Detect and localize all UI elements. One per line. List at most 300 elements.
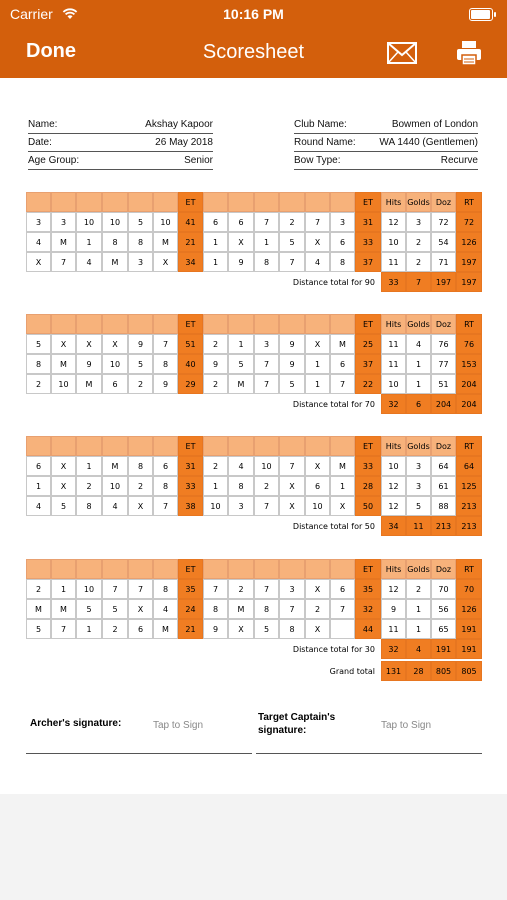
hits-cell[interactable]: 12: [381, 579, 406, 599]
score-cell[interactable]: 5: [128, 212, 153, 232]
score-cell[interactable]: 7: [254, 212, 279, 232]
dozen-cell[interactable]: 72: [431, 212, 456, 232]
score-cell[interactable]: 5: [254, 619, 279, 639]
end-total-cell[interactable]: 33: [178, 476, 203, 496]
end-total-cell[interactable]: 31: [355, 212, 381, 232]
header-cell: [51, 559, 76, 579]
score-cell[interactable]: 4: [26, 232, 51, 252]
golds-cell[interactable]: 4: [406, 334, 431, 354]
score-cell[interactable]: 9: [153, 374, 178, 394]
header-et: ET: [355, 192, 381, 212]
score-cell[interactable]: 7: [279, 252, 305, 272]
round-row: [294, 134, 478, 152]
clock: 10:16 PM: [223, 6, 284, 22]
score-cell[interactable]: X: [279, 496, 305, 516]
score-cell[interactable]: 10: [102, 476, 128, 496]
dozen-cell[interactable]: 61: [431, 476, 456, 496]
score-cell[interactable]: 2: [254, 476, 279, 496]
distance-total-rt[interactable]: 197: [456, 272, 482, 292]
dozen-cell[interactable]: 51: [431, 374, 456, 394]
score-cell[interactable]: 4: [102, 496, 128, 516]
score-cell[interactable]: 1: [203, 232, 228, 252]
running-total-cell[interactable]: 126: [456, 599, 482, 619]
header-et: ET: [178, 559, 203, 579]
score-cell[interactable]: 5: [26, 619, 51, 639]
score-cell[interactable]: 8: [153, 476, 178, 496]
score-cell[interactable]: 2: [26, 374, 51, 394]
header-doz: Doz: [431, 314, 456, 334]
score-cell[interactable]: 6: [26, 456, 51, 476]
end-total-cell[interactable]: 51: [178, 334, 203, 354]
score-cell[interactable]: 9: [279, 354, 305, 374]
running-total-cell[interactable]: 126: [456, 232, 482, 252]
score-cell[interactable]: 6: [305, 476, 330, 496]
name-value: Akshay Kapoor: [145, 119, 213, 130]
golds-cell[interactable]: 2: [406, 232, 431, 252]
score-cell[interactable]: 3: [279, 579, 305, 599]
score-cell[interactable]: 6: [128, 619, 153, 639]
score-cell[interactable]: 4: [153, 599, 178, 619]
end-total-cell[interactable]: 31: [178, 456, 203, 476]
header-cell: [305, 314, 330, 334]
score-cell[interactable]: 2: [26, 579, 51, 599]
running-total-cell[interactable]: 76: [456, 334, 482, 354]
distance-total-rt[interactable]: 191: [456, 639, 482, 659]
dozen-cell[interactable]: 56: [431, 599, 456, 619]
score-cell[interactable]: 9: [279, 334, 305, 354]
score-cell[interactable]: 9: [203, 354, 228, 374]
distance-total-hits[interactable]: 6: [406, 394, 431, 414]
score-cell[interactable]: 7: [305, 212, 330, 232]
distance-total-et[interactable]: 33: [381, 272, 406, 292]
header-cell: [26, 559, 51, 579]
header-cell: [330, 192, 355, 212]
score-cell[interactable]: 5: [76, 599, 102, 619]
score-cell[interactable]: M: [102, 252, 128, 272]
score-cell[interactable]: 3: [228, 496, 254, 516]
score-cell[interactable]: 8: [153, 579, 178, 599]
score-cell[interactable]: 7: [203, 579, 228, 599]
golds-cell[interactable]: 2: [406, 252, 431, 272]
end-total-cell[interactable]: 40: [178, 354, 203, 374]
score-cell[interactable]: 6: [330, 354, 355, 374]
hits-cell[interactable]: 11: [381, 354, 406, 374]
score-cell[interactable]: 7: [254, 374, 279, 394]
score-cell[interactable]: 10: [203, 496, 228, 516]
captain-signature-line: [256, 753, 482, 754]
score-cell[interactable]: M: [51, 599, 76, 619]
score-cell[interactable]: 8: [76, 496, 102, 516]
score-cell[interactable]: M: [153, 619, 178, 639]
hits-cell[interactable]: 9: [381, 599, 406, 619]
score-cell[interactable]: X: [305, 619, 330, 639]
score-cell[interactable]: 1: [203, 476, 228, 496]
score-cell[interactable]: 3: [51, 212, 76, 232]
running-total-cell[interactable]: 191: [456, 619, 482, 639]
score-cell[interactable]: 1: [228, 334, 254, 354]
score-cell[interactable]: 8: [330, 252, 355, 272]
score-cell[interactable]: 5: [279, 374, 305, 394]
score-cell[interactable]: 6: [330, 232, 355, 252]
header-cell: [102, 559, 128, 579]
end-total-cell[interactable]: 37: [355, 354, 381, 374]
header-cell: [254, 192, 279, 212]
score-cell[interactable]: M: [51, 354, 76, 374]
running-total-cell[interactable]: 153: [456, 354, 482, 374]
score-cell[interactable]: X: [153, 252, 178, 272]
score-cell[interactable]: 1: [76, 619, 102, 639]
mail-icon[interactable]: [387, 42, 417, 64]
score-cell[interactable]: X: [305, 456, 330, 476]
bow-type-row: [294, 152, 478, 170]
score-cell[interactable]: 3: [330, 212, 355, 232]
signature-section: [26, 696, 482, 754]
header-hits: Hits: [381, 436, 406, 456]
running-total-cell[interactable]: 72: [456, 212, 482, 232]
end-total-cell[interactable]: 35: [355, 579, 381, 599]
score-cell[interactable]: 6: [102, 374, 128, 394]
header-cell: [203, 559, 228, 579]
end-total-cell[interactable]: 22: [355, 374, 381, 394]
score-cell[interactable]: 1: [76, 232, 102, 252]
score-cell[interactable]: X: [228, 619, 254, 639]
end-total-cell[interactable]: 33: [355, 232, 381, 252]
score-cell[interactable]: 5: [102, 599, 128, 619]
score-cell[interactable]: 5: [51, 496, 76, 516]
score-cell[interactable]: 7: [254, 579, 279, 599]
header-cell: [228, 436, 254, 456]
header-cell: [102, 192, 128, 212]
header-et: ET: [355, 559, 381, 579]
score-cell[interactable]: M: [51, 232, 76, 252]
score-cell[interactable]: X: [102, 334, 128, 354]
battery-icon: [469, 8, 493, 21]
golds-cell[interactable]: 1: [406, 374, 431, 394]
end-total-cell[interactable]: 28: [355, 476, 381, 496]
captain-tap-to-sign[interactable]: Tap to Sign: [381, 720, 432, 731]
score-cell[interactable]: 7: [153, 496, 178, 516]
hits-cell[interactable]: 11: [381, 619, 406, 639]
header-cell: [153, 192, 178, 212]
score-cell[interactable]: 8: [128, 232, 153, 252]
distance-total-rt[interactable]: 204: [456, 394, 482, 414]
distance-total-golds[interactable]: 213: [431, 516, 456, 536]
score-cell[interactable]: 5: [228, 354, 254, 374]
score-cell[interactable]: M: [228, 599, 254, 619]
age-group-label: Age Group:: [28, 155, 80, 166]
score-cell[interactable]: 8: [102, 232, 128, 252]
golds-cell[interactable]: 3: [406, 456, 431, 476]
archer-tap-to-sign[interactable]: Tap to Sign: [153, 720, 204, 731]
score-cell[interactable]: 9: [203, 619, 228, 639]
score-cell[interactable]: X: [76, 334, 102, 354]
header-cell: [228, 192, 254, 212]
score-cell[interactable]: 8: [153, 354, 178, 374]
running-total-cell[interactable]: 64: [456, 456, 482, 476]
score-cell[interactable]: 2: [128, 476, 153, 496]
distance-total-golds[interactable]: 204: [431, 394, 456, 414]
distance-total-et[interactable]: 34: [381, 516, 406, 536]
score-cell[interactable]: 5: [26, 334, 51, 354]
header-golds: Golds: [406, 314, 431, 334]
score-cell[interactable]: M: [26, 599, 51, 619]
dozen-cell[interactable]: 65: [431, 619, 456, 639]
running-total-cell[interactable]: 70: [456, 579, 482, 599]
end-total-cell[interactable]: 32: [355, 599, 381, 619]
header-rt: RT: [456, 559, 482, 579]
score-cell[interactable]: 1: [51, 579, 76, 599]
header-cell: [26, 314, 51, 334]
end-total-cell[interactable]: 41: [178, 212, 203, 232]
end-total-cell[interactable]: 34: [178, 252, 203, 272]
header-golds: Golds: [406, 559, 431, 579]
dozen-cell[interactable]: 76: [431, 334, 456, 354]
score-cell[interactable]: 7: [330, 599, 355, 619]
score-cell[interactable]: M: [330, 334, 355, 354]
score-cell[interactable]: 3: [128, 252, 153, 272]
dozen-cell[interactable]: 64: [431, 456, 456, 476]
end-total-cell[interactable]: 38: [178, 496, 203, 516]
golds-cell[interactable]: 3: [406, 212, 431, 232]
score-cell[interactable]: 1: [26, 476, 51, 496]
score-cell[interactable]: 1: [305, 374, 330, 394]
score-cell[interactable]: 2: [203, 334, 228, 354]
header-cell: [279, 314, 305, 334]
hits-cell[interactable]: 12: [381, 212, 406, 232]
golds-cell[interactable]: 3: [406, 476, 431, 496]
golds-cell[interactable]: 2: [406, 579, 431, 599]
score-cell[interactable]: 9: [128, 334, 153, 354]
score-cell[interactable]: [330, 619, 355, 639]
score-cell[interactable]: 7: [51, 252, 76, 272]
score-cell[interactable]: 8: [254, 599, 279, 619]
score-cell[interactable]: 7: [153, 334, 178, 354]
hits-cell[interactable]: 12: [381, 496, 406, 516]
score-cell[interactable]: 10: [254, 456, 279, 476]
hits-cell[interactable]: 10: [381, 456, 406, 476]
score-cell[interactable]: 10: [51, 374, 76, 394]
score-cell[interactable]: X: [305, 334, 330, 354]
header-et: ET: [178, 192, 203, 212]
score-cell[interactable]: 7: [128, 579, 153, 599]
golds-cell[interactable]: 1: [406, 354, 431, 374]
running-total-cell[interactable]: 197: [456, 252, 482, 272]
header-golds: Golds: [406, 436, 431, 456]
navigation-bar: [0, 34, 507, 74]
score-cell[interactable]: 7: [279, 599, 305, 619]
bow-type-value: Recurve: [440, 155, 478, 166]
score-cell[interactable]: 6: [228, 212, 254, 232]
distance-total-label: Distance total for 90: [292, 278, 375, 287]
score-cell[interactable]: M: [330, 456, 355, 476]
round-value: WA 1440 (Gentlemen): [379, 137, 478, 148]
hits-cell[interactable]: 10: [381, 232, 406, 252]
score-cell[interactable]: 1: [76, 456, 102, 476]
score-cell[interactable]: 10: [305, 496, 330, 516]
score-cell[interactable]: 2: [128, 374, 153, 394]
score-cell[interactable]: 1: [254, 232, 279, 252]
score-cell[interactable]: 9: [76, 354, 102, 374]
score-cell[interactable]: 7: [254, 496, 279, 516]
hits-cell[interactable]: 11: [381, 334, 406, 354]
header-cell: [228, 559, 254, 579]
score-cell[interactable]: X: [305, 232, 330, 252]
score-cell[interactable]: X: [128, 496, 153, 516]
score-cell[interactable]: 5: [128, 354, 153, 374]
score-cell[interactable]: M: [76, 374, 102, 394]
done-button[interactable]: Done: [26, 40, 76, 62]
score-cell[interactable]: 7: [279, 456, 305, 476]
score-cell[interactable]: 1: [203, 252, 228, 272]
grand-total-hits[interactable]: 28: [406, 661, 431, 681]
score-cell[interactable]: 8: [128, 456, 153, 476]
dozen-cell[interactable]: 88: [431, 496, 456, 516]
header-cell: [128, 314, 153, 334]
grand-total-et[interactable]: 131: [381, 661, 406, 681]
end-total-cell[interactable]: 33: [355, 456, 381, 476]
score-cell[interactable]: 7: [51, 619, 76, 639]
score-cell[interactable]: 8: [228, 476, 254, 496]
header-cell: [76, 192, 102, 212]
header-cell: [76, 436, 102, 456]
score-cell[interactable]: X: [228, 232, 254, 252]
header-cell: [279, 436, 305, 456]
score-cell[interactable]: 2: [203, 374, 228, 394]
grand-total-golds[interactable]: 805: [431, 661, 456, 681]
distance-total-et[interactable]: 32: [381, 394, 406, 414]
score-cell[interactable]: 1: [330, 476, 355, 496]
page-title: Scoresheet: [202, 41, 305, 63]
end-total-cell[interactable]: 35: [178, 579, 203, 599]
score-cell[interactable]: 2: [228, 579, 254, 599]
distance-total-rt[interactable]: 213: [456, 516, 482, 536]
distance-total-label: Distance total for 70: [292, 400, 375, 409]
hits-cell[interactable]: 12: [381, 476, 406, 496]
running-total-cell[interactable]: 125: [456, 476, 482, 496]
score-cell[interactable]: X: [128, 599, 153, 619]
score-cell[interactable]: X: [51, 456, 76, 476]
score-cell[interactable]: M: [102, 456, 128, 476]
score-cell[interactable]: 2: [102, 619, 128, 639]
score-cell[interactable]: 10: [102, 212, 128, 232]
score-cell[interactable]: 10: [76, 579, 102, 599]
hits-cell[interactable]: 11: [381, 252, 406, 272]
score-cell[interactable]: X: [330, 496, 355, 516]
score-cell[interactable]: 7: [330, 374, 355, 394]
score-cell[interactable]: 4: [305, 252, 330, 272]
running-total-cell[interactable]: 213: [456, 496, 482, 516]
score-cell[interactable]: 3: [254, 334, 279, 354]
round-label: Round Name:: [294, 137, 356, 148]
distance-total-golds[interactable]: 197: [431, 272, 456, 292]
header-hits: Hits: [381, 559, 406, 579]
header-cell: [305, 192, 330, 212]
score-cell[interactable]: 6: [203, 212, 228, 232]
header-cell: [330, 314, 355, 334]
distance-total-golds[interactable]: 191: [431, 639, 456, 659]
distance-total-label: Distance total for 50: [292, 522, 375, 531]
header-cell: [203, 192, 228, 212]
score-cell[interactable]: 2: [76, 476, 102, 496]
distance-total-hits[interactable]: 11: [406, 516, 431, 536]
end-total-cell[interactable]: 21: [178, 232, 203, 252]
score-cell[interactable]: 8: [254, 252, 279, 272]
golds-cell[interactable]: 1: [406, 599, 431, 619]
end-total-cell[interactable]: 21: [178, 619, 203, 639]
name-row: [28, 116, 213, 134]
score-cell[interactable]: 9: [228, 252, 254, 272]
score-cell[interactable]: 6: [153, 456, 178, 476]
header-doz: Doz: [431, 192, 456, 212]
header-cell: [254, 314, 279, 334]
date-row: [28, 134, 213, 152]
dozen-cell[interactable]: 71: [431, 252, 456, 272]
header-cell: [279, 559, 305, 579]
hits-cell[interactable]: 10: [381, 374, 406, 394]
dozen-cell[interactable]: 70: [431, 579, 456, 599]
header-et: ET: [178, 314, 203, 334]
score-cell[interactable]: 1: [305, 354, 330, 374]
running-total-cell[interactable]: 204: [456, 374, 482, 394]
score-cell[interactable]: 7: [102, 579, 128, 599]
score-cell[interactable]: 6: [330, 579, 355, 599]
golds-cell[interactable]: 1: [406, 619, 431, 639]
score-cell[interactable]: 2: [203, 456, 228, 476]
score-cell[interactable]: 4: [26, 496, 51, 516]
score-cell[interactable]: 8: [203, 599, 228, 619]
score-cell[interactable]: M: [228, 374, 254, 394]
archer-signature-line: [26, 753, 252, 754]
header-cell: [203, 436, 228, 456]
status-bar: [10, 6, 497, 24]
score-cell[interactable]: 7: [254, 354, 279, 374]
score-cell[interactable]: 10: [102, 354, 128, 374]
score-cell[interactable]: 4: [228, 456, 254, 476]
score-cell[interactable]: 8: [26, 354, 51, 374]
score-cell[interactable]: 10: [76, 212, 102, 232]
end-total-cell[interactable]: 29: [178, 374, 203, 394]
distance-total-et[interactable]: 32: [381, 639, 406, 659]
distance-total-hits[interactable]: 7: [406, 272, 431, 292]
dozen-cell[interactable]: 54: [431, 232, 456, 252]
print-icon[interactable]: [456, 40, 482, 66]
score-cell[interactable]: X: [305, 579, 330, 599]
score-cell[interactable]: M: [153, 232, 178, 252]
score-cell[interactable]: 8: [279, 619, 305, 639]
score-cell[interactable]: 4: [76, 252, 102, 272]
end-total-cell[interactable]: 44: [355, 619, 381, 639]
distance-total-hits[interactable]: 4: [406, 639, 431, 659]
golds-cell[interactable]: 5: [406, 496, 431, 516]
score-cell[interactable]: X: [51, 334, 76, 354]
end-total-cell[interactable]: 24: [178, 599, 203, 619]
header-cell: [128, 436, 153, 456]
end-total-cell[interactable]: 25: [355, 334, 381, 354]
header-cell: [153, 559, 178, 579]
score-cell[interactable]: 3: [26, 212, 51, 232]
score-cell[interactable]: X: [26, 252, 51, 272]
dozen-cell[interactable]: 77: [431, 354, 456, 374]
end-total-cell[interactable]: 50: [355, 496, 381, 516]
score-cell[interactable]: 2: [305, 599, 330, 619]
score-cell[interactable]: X: [279, 476, 305, 496]
grand-total-rt[interactable]: 805: [456, 661, 482, 681]
end-total-cell[interactable]: 37: [355, 252, 381, 272]
score-cell[interactable]: 5: [279, 232, 305, 252]
score-cell[interactable]: 2: [279, 212, 305, 232]
score-cell[interactable]: 10: [153, 212, 178, 232]
score-cell[interactable]: X: [51, 476, 76, 496]
